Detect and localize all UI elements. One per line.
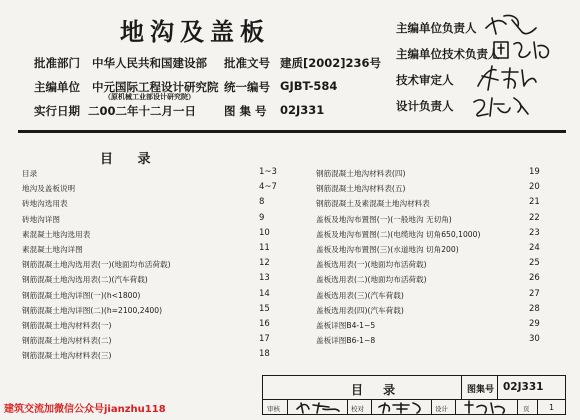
toc-entry[interactable] bbox=[22, 303, 272, 318]
toc-entry-label: 盖板详图B4-1~5 bbox=[316, 320, 376, 330]
toc-entry[interactable] bbox=[22, 348, 272, 363]
toc-entry[interactable] bbox=[22, 272, 272, 287]
toc-entry-label: 钢筋混凝土地沟选用表(一)(地面均布活荷载) bbox=[22, 260, 171, 270]
toc-entry-page: 17 bbox=[259, 334, 270, 345]
toc-entry-label: 素混凝土地沟详图 bbox=[22, 244, 83, 254]
toc-entry-label: 目录 bbox=[22, 169, 38, 178]
toc-entry[interactable] bbox=[22, 181, 277, 196]
toc-entry-page: 22 bbox=[529, 212, 540, 223]
signature-image bbox=[482, 10, 542, 38]
title-block-divider bbox=[497, 376, 498, 399]
toc-entry[interactable] bbox=[316, 333, 546, 348]
toc-entry[interactable] bbox=[22, 212, 272, 227]
toc-entry[interactable] bbox=[22, 227, 272, 242]
signature-image bbox=[461, 399, 513, 415]
toc-entry[interactable] bbox=[316, 196, 546, 211]
toc-entry-label: 地沟及盖板说明 bbox=[22, 184, 76, 194]
signature-image bbox=[375, 399, 427, 415]
toc-entry[interactable] bbox=[22, 288, 272, 303]
toc-entry-label: 盖板及地沟布置图(一)(一般地沟 无切角) bbox=[316, 214, 452, 224]
toc-entry[interactable] bbox=[316, 181, 546, 196]
toc-entry-label: 钢筋混凝土地沟材料表(一) bbox=[22, 320, 112, 330]
title-block-divider bbox=[455, 399, 456, 415]
review-label: 审核 bbox=[267, 405, 280, 413]
toc-entry-label: 盖板选用表(四)(汽车荷载) bbox=[316, 305, 404, 315]
resp-label: 设计负责人 bbox=[396, 99, 454, 113]
toc-entry-label: 盖板选用表(一)(地面均布活荷载) bbox=[316, 260, 427, 270]
toc-entry[interactable] bbox=[22, 196, 272, 211]
toc-entry-page: 29 bbox=[529, 318, 540, 329]
approve-dept-label: 批准部门 bbox=[34, 56, 80, 70]
toc-entry-label: 盖板及地沟布置图(三)(水道地沟 切角200) bbox=[316, 244, 459, 254]
page-title: 地沟及盖板 bbox=[120, 17, 270, 46]
signature-image bbox=[293, 399, 343, 415]
resp-label: 主编单位技术负责人 bbox=[396, 47, 500, 61]
toc-entry[interactable] bbox=[316, 227, 546, 242]
title-block-divider bbox=[263, 399, 565, 400]
toc-entry-label: 钢筋混凝土地沟详图(二)(h=2100,2400) bbox=[22, 305, 163, 315]
approve-doc-value: 建质[2002]236号 bbox=[280, 56, 382, 70]
toc-entry[interactable] bbox=[22, 242, 272, 257]
title-block-atlas-value: 02J331 bbox=[503, 381, 544, 393]
toc-entry-label: 钢筋混凝土地沟详图(一)(h<1800) bbox=[22, 290, 141, 300]
toc-entry-label: 钢筋混凝土及素混凝土地沟材料表 bbox=[316, 199, 430, 209]
toc-entry[interactable] bbox=[316, 212, 546, 227]
toc-entry-page: 10 bbox=[259, 227, 270, 238]
editor-unit-value: 中元国际工程设计研究院 bbox=[92, 80, 219, 94]
editor-unit-note: （原机械工业部设计研究院） bbox=[104, 93, 195, 101]
toc-entry-label: 钢筋混凝土地沟材料表(四) bbox=[316, 169, 406, 178]
toc-entry-label: 盖板选用表(二)(地面均布活荷载) bbox=[316, 275, 427, 285]
toc-entry[interactable] bbox=[316, 257, 546, 272]
title-block-divider bbox=[537, 399, 538, 415]
toc-entry-label: 砖地沟详图 bbox=[22, 214, 60, 224]
toc-entry-page: 16 bbox=[259, 318, 270, 329]
toc-entry[interactable] bbox=[22, 333, 272, 348]
toc-entry[interactable] bbox=[316, 242, 546, 257]
toc-title: 目 录 bbox=[100, 152, 161, 167]
title-block-divider bbox=[517, 399, 518, 415]
title-block bbox=[262, 375, 566, 415]
title-block-divider bbox=[431, 399, 432, 415]
signature-image bbox=[474, 62, 540, 94]
title-block-name: 目 录 bbox=[351, 383, 404, 397]
approve-dept-value: 中华人民共和国建设部 bbox=[92, 56, 207, 70]
design-label: 设计 bbox=[435, 405, 448, 413]
toc-entry[interactable] bbox=[316, 272, 546, 287]
toc-entry-page: 26 bbox=[529, 273, 540, 284]
toc-entry-label: 素混凝土地沟选用表 bbox=[22, 229, 91, 239]
toc-entry-page: 9 bbox=[259, 212, 265, 223]
toc-left-column bbox=[22, 166, 277, 363]
toc-entry-page: 25 bbox=[529, 258, 540, 269]
toc-entry-label: 钢筋混凝土地沟材料表(三) bbox=[22, 351, 112, 361]
header-divider bbox=[18, 130, 566, 133]
toc-entry-page: 13 bbox=[259, 273, 270, 284]
toc-entry-page: 24 bbox=[529, 242, 540, 253]
toc-entry-label: 钢筋混凝土地沟材料表(二) bbox=[22, 336, 112, 346]
check-label: 校对 bbox=[351, 405, 364, 413]
toc-entry-label: 盖板及地沟布置图(二)(电缆地沟 切角650,1000) bbox=[316, 229, 481, 239]
page-number: 1 bbox=[549, 403, 555, 412]
toc-entry-page: 15 bbox=[259, 303, 270, 314]
toc-entry-label: 钢筋混凝土地沟选用表(二)(汽车荷载) bbox=[22, 275, 148, 285]
toc-entry[interactable] bbox=[22, 166, 277, 181]
toc-entry-label: 砖地沟选用表 bbox=[22, 199, 68, 209]
toc-entry[interactable] bbox=[316, 166, 546, 181]
approve-doc-label: 批准文号 bbox=[224, 56, 270, 70]
toc-entry[interactable] bbox=[316, 303, 546, 318]
toc-entry-page: 20 bbox=[529, 182, 540, 193]
title-block-atlas-label: 图集号 bbox=[467, 385, 495, 395]
toc-entry-page: 21 bbox=[529, 197, 540, 208]
toc-entry-page: 27 bbox=[529, 288, 540, 299]
toc-entry-page: 14 bbox=[259, 288, 270, 299]
atlas-label: 图 集 号 bbox=[224, 104, 267, 118]
date-value: 二00二年十二月一日 bbox=[88, 104, 197, 118]
title-block-divider bbox=[287, 399, 288, 415]
toc-entry-label: 盖板详图B6-1~8 bbox=[316, 336, 376, 346]
atlas-value: 02J331 bbox=[280, 103, 325, 117]
watermark-text: 建筑交流加微信公众号jianzhu118 bbox=[4, 404, 166, 415]
toc-entry-page: 23 bbox=[529, 227, 540, 238]
toc-entry-page: 8 bbox=[259, 197, 265, 208]
toc-entry-page: 18 bbox=[259, 349, 270, 360]
page-label: 页 bbox=[523, 405, 530, 413]
signature-image bbox=[470, 92, 532, 120]
resp-label: 技术审定人 bbox=[396, 73, 454, 87]
toc-entry-label: 盖板选用表(三)(汽车荷载) bbox=[316, 290, 404, 300]
toc-entry-page: 12 bbox=[259, 258, 270, 269]
date-label: 实行日期 bbox=[34, 104, 80, 118]
title-block-divider bbox=[371, 399, 372, 415]
toc-entry[interactable] bbox=[22, 318, 272, 333]
toc-entry[interactable] bbox=[316, 288, 546, 303]
title-block-divider bbox=[347, 399, 348, 415]
unified-no-label: 统一编号 bbox=[224, 80, 270, 94]
toc-entry-page: 4~7 bbox=[259, 182, 277, 193]
unified-no-value: GJBT-584 bbox=[280, 79, 338, 93]
toc-entry-label: 钢筋混凝土地沟材料表(五) bbox=[316, 184, 406, 194]
editor-unit-label: 主编单位 bbox=[34, 80, 80, 94]
toc-entry[interactable] bbox=[22, 257, 272, 272]
toc-entry[interactable] bbox=[316, 318, 546, 333]
toc-right-column bbox=[316, 166, 546, 348]
toc-entry-page: 11 bbox=[259, 242, 270, 253]
toc-entry-page: 1~3 bbox=[259, 167, 277, 177]
toc-entry-page: 19 bbox=[529, 167, 540, 177]
toc-entry-page: 28 bbox=[529, 303, 540, 314]
resp-label: 主编单位负责人 bbox=[396, 21, 477, 35]
toc-entry-page: 30 bbox=[529, 334, 540, 345]
